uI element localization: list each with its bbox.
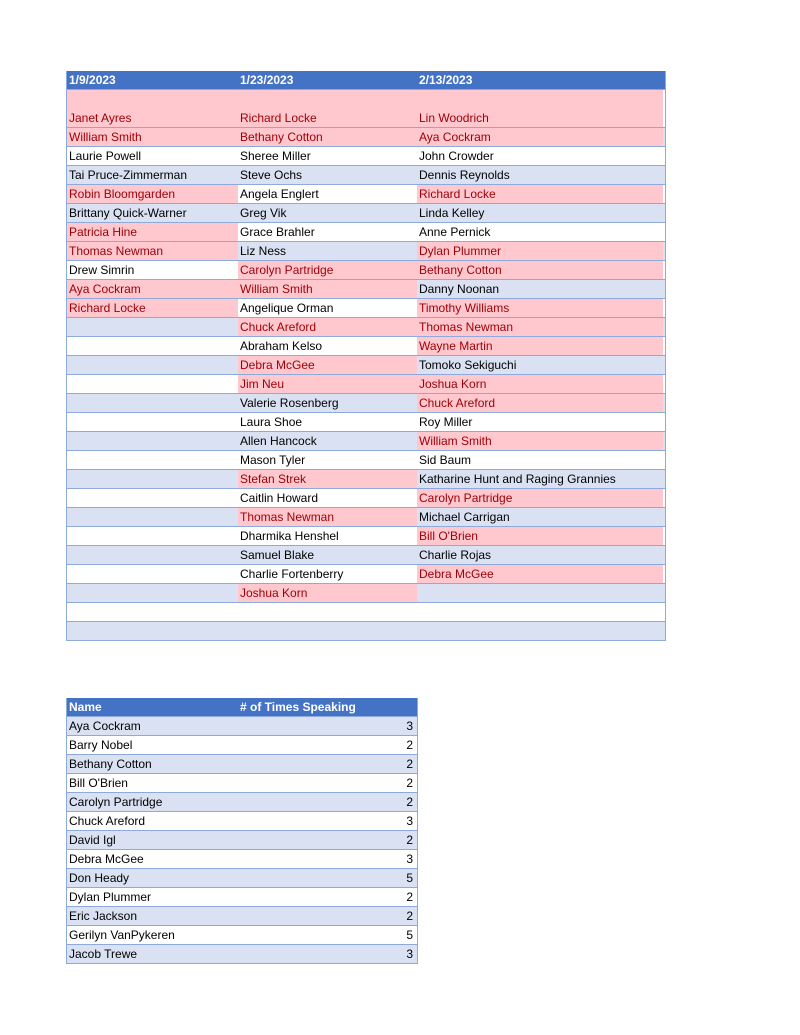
speaker-cell[interactable]: William Smith (238, 280, 417, 298)
table-row (67, 337, 665, 356)
speaker-cell[interactable]: Angelique Orman (240, 301, 334, 315)
table-row (67, 812, 417, 831)
times-speaking-cell[interactable]: 2 (406, 757, 413, 771)
speaker-cell[interactable] (67, 489, 238, 507)
speaker-name-cell[interactable]: Carolyn Partridge (69, 795, 163, 809)
speaker-cell[interactable]: Bethany Cotton (238, 128, 417, 146)
speaker-cell[interactable] (67, 470, 238, 488)
speaker-cell[interactable]: Danny Noonan (419, 282, 500, 296)
speaker-cell[interactable]: Chuck Areford (238, 318, 417, 336)
speaker-cell[interactable] (67, 527, 238, 545)
speaker-name-cell[interactable]: Gerilyn VanPykeren (69, 928, 175, 942)
table-row (67, 432, 665, 451)
speaker-cell[interactable]: Drew Simrin (69, 263, 135, 277)
speakers-table-body (67, 90, 665, 641)
table-row (67, 774, 417, 793)
speaker-name-cell[interactable]: Eric Jackson (69, 909, 138, 923)
header-date-2[interactable]: 1/23/2023 (240, 73, 294, 87)
speaker-name-cell[interactable]: Debra McGee (69, 852, 144, 866)
speakers-table-header-row (67, 71, 665, 90)
speaker-cell[interactable]: Roy Miller (419, 415, 473, 429)
speaker-cell[interactable] (67, 318, 238, 336)
speaker-cell[interactable]: Valerie Rosenberg (240, 396, 339, 410)
speaker-cell[interactable]: Robin Bloomgarden (67, 185, 238, 203)
speaker-name-cell[interactable]: Bill O'Brien (69, 776, 128, 790)
table-row (67, 508, 665, 527)
speaker-cell[interactable] (67, 565, 238, 583)
table-row (67, 622, 665, 641)
table-row (67, 147, 665, 166)
speaker-name-cell[interactable]: Bethany Cotton (69, 757, 152, 771)
speaker-cell[interactable]: Laurie Powell (69, 149, 142, 163)
speaker-cell[interactable]: Richard Locke (67, 299, 238, 317)
times-speaking-cell[interactable]: 2 (406, 833, 413, 847)
times-speaking-cell[interactable]: 2 (406, 738, 413, 752)
speaker-cell[interactable]: Bill O'Brien (417, 527, 663, 545)
speaker-cell[interactable]: Chuck Areford (417, 394, 663, 412)
speaker-name-cell[interactable]: David Igl (69, 833, 116, 847)
speaker-cell[interactable]: Linda Kelley (419, 206, 485, 220)
table-row (67, 318, 665, 337)
speaker-cell[interactable]: Patricia Hine (67, 223, 238, 241)
speaker-cell[interactable] (67, 584, 238, 602)
speaker-cell[interactable]: Charlie Fortenberry (240, 567, 344, 581)
header-name[interactable]: Name (69, 700, 102, 714)
table-row (67, 850, 417, 869)
table-row (67, 527, 665, 546)
table-row (67, 584, 665, 603)
speaker-cell[interactable]: Katharine Hunt and Raging Grannies (419, 472, 616, 486)
speaker-cell[interactable]: Caitlin Howard (240, 491, 319, 505)
table-row (67, 204, 665, 223)
speaker-cell[interactable]: Lin Woodrich (417, 90, 663, 127)
table-row (67, 375, 665, 394)
count-table-header-row (67, 698, 417, 717)
table-row (67, 299, 665, 318)
speaker-cell[interactable] (238, 622, 417, 640)
table-row (67, 546, 665, 565)
table-row (67, 565, 665, 584)
speaker-cell[interactable] (67, 622, 238, 640)
table-row (67, 356, 665, 375)
speaker-cell[interactable]: Timothy Williams (417, 299, 663, 317)
speaker-name-cell[interactable]: Dylan Plummer (69, 890, 152, 904)
times-speaking-cell[interactable]: 3 (406, 719, 413, 733)
table-row (67, 90, 665, 128)
speaker-cell[interactable]: Richard Locke (238, 90, 417, 127)
table-row (67, 907, 417, 926)
table-row (67, 261, 665, 280)
speaker-cell[interactable]: Samuel Blake (240, 548, 315, 562)
table-row (67, 717, 417, 736)
speaker-cell[interactable]: Jim Neu (238, 375, 417, 393)
speaker-cell[interactable]: Tai Pruce-Zimmerman (69, 168, 188, 182)
table-row (67, 736, 417, 755)
speaker-cell[interactable] (67, 508, 238, 526)
count-table-body (67, 717, 417, 964)
times-speaking-cell[interactable]: 3 (406, 814, 413, 828)
speaker-cell[interactable]: Dylan Plummer (417, 242, 663, 260)
table-row (67, 451, 665, 470)
table-row (67, 128, 665, 147)
speaker-cell[interactable]: Thomas Newman (238, 508, 417, 526)
speaker-cell[interactable]: Debra McGee (417, 565, 663, 583)
speaker-cell[interactable]: Bethany Cotton (417, 261, 663, 279)
speaker-cell[interactable]: Allen Hancock (240, 434, 317, 448)
table-row (67, 945, 417, 964)
speaker-cell[interactable]: Stefan Strek (238, 470, 417, 488)
speakers-by-date-table (66, 71, 666, 641)
table-row (67, 755, 417, 774)
speaker-cell[interactable] (417, 603, 663, 621)
speaker-cell[interactable] (67, 356, 238, 374)
speaker-cell[interactable] (67, 546, 238, 564)
speaker-cell[interactable] (67, 413, 238, 431)
speaker-cell[interactable]: Greg Vik (240, 206, 287, 220)
speaker-cell[interactable]: Sheree Miller (240, 149, 311, 163)
speaker-cell[interactable]: Joshua Korn (417, 375, 663, 393)
speaker-cell[interactable]: Wayne Martin (417, 337, 663, 355)
speaking-count-table (66, 698, 418, 964)
times-speaking-cell[interactable]: 2 (406, 890, 413, 904)
times-speaking-cell[interactable]: 3 (406, 852, 413, 866)
table-row (67, 185, 665, 204)
speaker-cell[interactable]: William Smith (67, 128, 238, 146)
table-row (67, 489, 665, 508)
speaker-cell[interactable]: Aya Cockram (67, 280, 238, 298)
speaker-cell[interactable] (67, 432, 238, 450)
table-row (67, 831, 417, 850)
table-row (67, 223, 665, 242)
speaker-cell[interactable]: Laura Shoe (240, 415, 303, 429)
table-row (67, 166, 665, 185)
speaker-cell[interactable]: John Crowder (419, 149, 494, 163)
times-speaking-cell[interactable]: 2 (406, 776, 413, 790)
speaker-cell[interactable]: Anne Pernick (419, 225, 491, 239)
speaker-cell[interactable]: Debra McGee (238, 356, 417, 374)
speaker-name-cell[interactable]: Aya Cockram (69, 719, 141, 733)
speaker-cell[interactable]: Abraham Kelso (240, 339, 323, 353)
speaker-cell[interactable] (67, 375, 238, 393)
times-speaking-cell[interactable]: 2 (406, 909, 413, 923)
speaker-cell[interactable]: Aya Cockram (417, 128, 663, 146)
speaker-cell[interactable]: Grace Brahler (240, 225, 315, 239)
speaker-cell[interactable] (417, 584, 663, 602)
speaker-cell[interactable]: Tomoko Sekiguchi (419, 358, 517, 372)
speaker-cell[interactable]: Mason Tyler (240, 453, 306, 467)
table-row (67, 603, 665, 622)
speaker-cell[interactable] (67, 451, 238, 469)
table-row (67, 470, 665, 489)
speaker-name-cell[interactable]: Barry Nobel (69, 738, 133, 752)
speaker-cell[interactable]: Joshua Korn (238, 584, 417, 602)
speaker-name-cell[interactable]: Chuck Areford (69, 814, 146, 828)
table-row (67, 793, 417, 812)
speaker-cell[interactable] (67, 603, 238, 621)
speaker-cell[interactable] (238, 603, 417, 621)
speaker-cell[interactable]: Carolyn Partridge (417, 489, 663, 507)
speaker-cell[interactable]: Brittany Quick-Warner (69, 206, 187, 220)
table-row (67, 242, 665, 261)
table-row (67, 888, 417, 907)
speaker-cell[interactable] (67, 394, 238, 412)
speaker-cell[interactable]: Thomas Newman (417, 318, 663, 336)
header-date-1[interactable]: 1/9/2023 (69, 73, 116, 87)
speaker-cell[interactable]: Thomas Newman (67, 242, 238, 260)
speaker-cell[interactable]: Janet Ayres (67, 90, 238, 127)
times-speaking-cell[interactable]: 5 (406, 871, 413, 885)
times-speaking-cell[interactable]: 2 (406, 795, 413, 809)
speaker-cell[interactable]: Sid Baum (419, 453, 472, 467)
speaker-cell[interactable]: Dennis Reynolds (419, 168, 510, 182)
speaker-cell[interactable]: Charlie Rojas (419, 548, 492, 562)
times-speaking-cell[interactable]: 5 (406, 928, 413, 942)
table-row (67, 413, 665, 432)
table-row (67, 926, 417, 945)
speaker-cell[interactable]: William Smith (417, 432, 663, 450)
speaker-cell[interactable]: Michael Carrigan (419, 510, 510, 524)
speaker-name-cell[interactable]: Jacob Trewe (69, 947, 138, 961)
times-speaking-cell[interactable]: 3 (406, 947, 413, 961)
speaker-cell[interactable]: Carolyn Partridge (238, 261, 417, 279)
speaker-cell[interactable]: Dharmika Henshel (240, 529, 339, 543)
speaker-name-cell[interactable]: Don Heady (69, 871, 130, 885)
speaker-cell[interactable] (417, 622, 663, 640)
header-date-3[interactable]: 2/13/2023 (419, 73, 473, 87)
table-row (67, 869, 417, 888)
speaker-cell[interactable] (67, 337, 238, 355)
table-row (67, 394, 665, 413)
table-row (67, 280, 665, 299)
header-times-speaking[interactable]: # of Times Speaking (240, 700, 356, 714)
speaker-cell[interactable]: Steve Ochs (240, 168, 303, 182)
speaker-cell[interactable]: Angela Englert (240, 187, 319, 201)
speaker-cell[interactable]: Richard Locke (417, 185, 663, 203)
speaker-cell[interactable]: Liz Ness (240, 244, 287, 258)
